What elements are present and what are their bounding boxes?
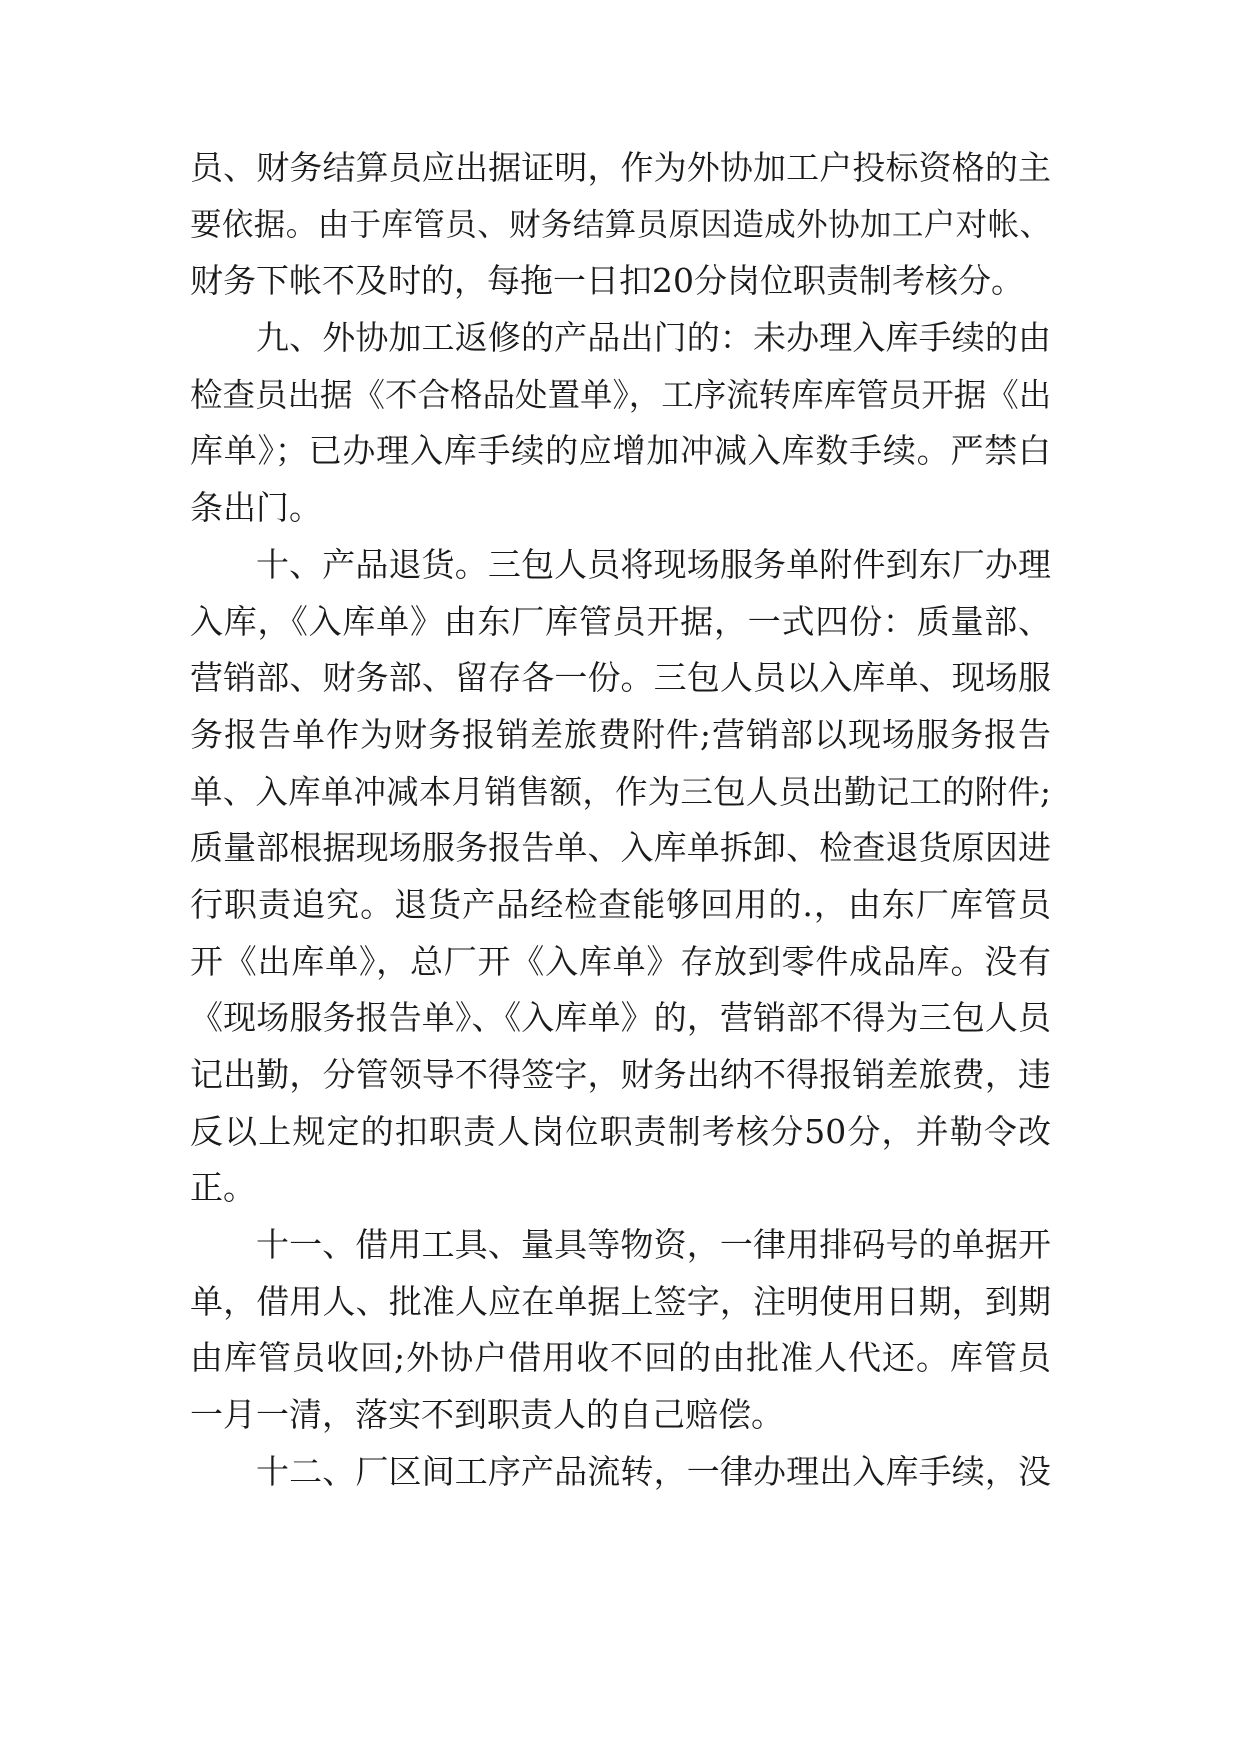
text-line: 库单》；已办理入库手续的应增加冲减入库数手续。严禁白 (190, 431, 1051, 471)
text-line: 十一、借用工具、量具等物资，一律用排码号的单据开 (256, 1225, 1051, 1265)
text-line: 员、财务结算员应出据证明，作为外协加工户投标资格的主 (190, 148, 1051, 187)
text-line: 务报告单作为财务报销差旅费附件;营销部以现场服务报告 (190, 714, 1051, 754)
text-line: 入库，《入库单》由东厂库管员开据，一式四份：质量部、 (190, 601, 1051, 641)
text-line: 由库管员收回;外协户借用收不回的由批准人代还。库管员 (190, 1338, 1051, 1378)
text-line: 一月一清，落实不到职责人的自己赔偿。 (190, 1395, 784, 1435)
text-line: 检查员出据《不合格品处置单》，工序流转库库管员开据《出 (190, 375, 1051, 414)
text-line: 九、外协加工返修的产品出门的：未办理入库手续的由 (256, 318, 1051, 358)
text-line: 单，借用人、批准人应在单据上签字，注明使用日期，到期 (190, 1281, 1051, 1321)
text-line: 十二、厂区间工序产品流转，一律办理出入库手续，没 (256, 1451, 1051, 1491)
text-line: 财务下帐不及时的，每拖一日扣20分岗位职责制考核分。 (190, 261, 1024, 301)
text-line: 单、入库单冲减本月销售额，作为三包人员出勤记工的附件; (190, 772, 1051, 811)
text-line: 条出门。 (190, 488, 322, 528)
text-line: 质量部根据现场服务报告单、入库单拆卸、检查退货原因进 (190, 828, 1051, 868)
text-line: 开《出库单》，总厂开《入库单》存放到零件成品库。没有 (190, 941, 1051, 981)
text-line: 记出勤，分管领导不得签字，财务出纳不得报销差旅费，违 (190, 1055, 1051, 1094)
text-line: 行职责追究。退货产品经检查能够回用的.，由东厂库管员 (190, 884, 1051, 924)
text-line: 营销部、财务部、留存各一份。三包人员以入库单、现场服 (190, 658, 1051, 698)
text-line: 正。 (190, 1168, 256, 1208)
text-line: 《现场服务报告单》、《入库单》的，营销部不得为三包人员 (190, 998, 1051, 1038)
text-line: 反以上规定的扣职责人岗位职责制考核分50分，并勒令改 (190, 1111, 1051, 1151)
document-body (190, 140, 1051, 1501)
text-line: 十、产品退货。三包人员将现场服务单附件到东厂办理 (256, 544, 1051, 584)
text-line: 要依据。由于库管员、财务结算员原因造成外协加工户对帐、 (190, 206, 1051, 243)
